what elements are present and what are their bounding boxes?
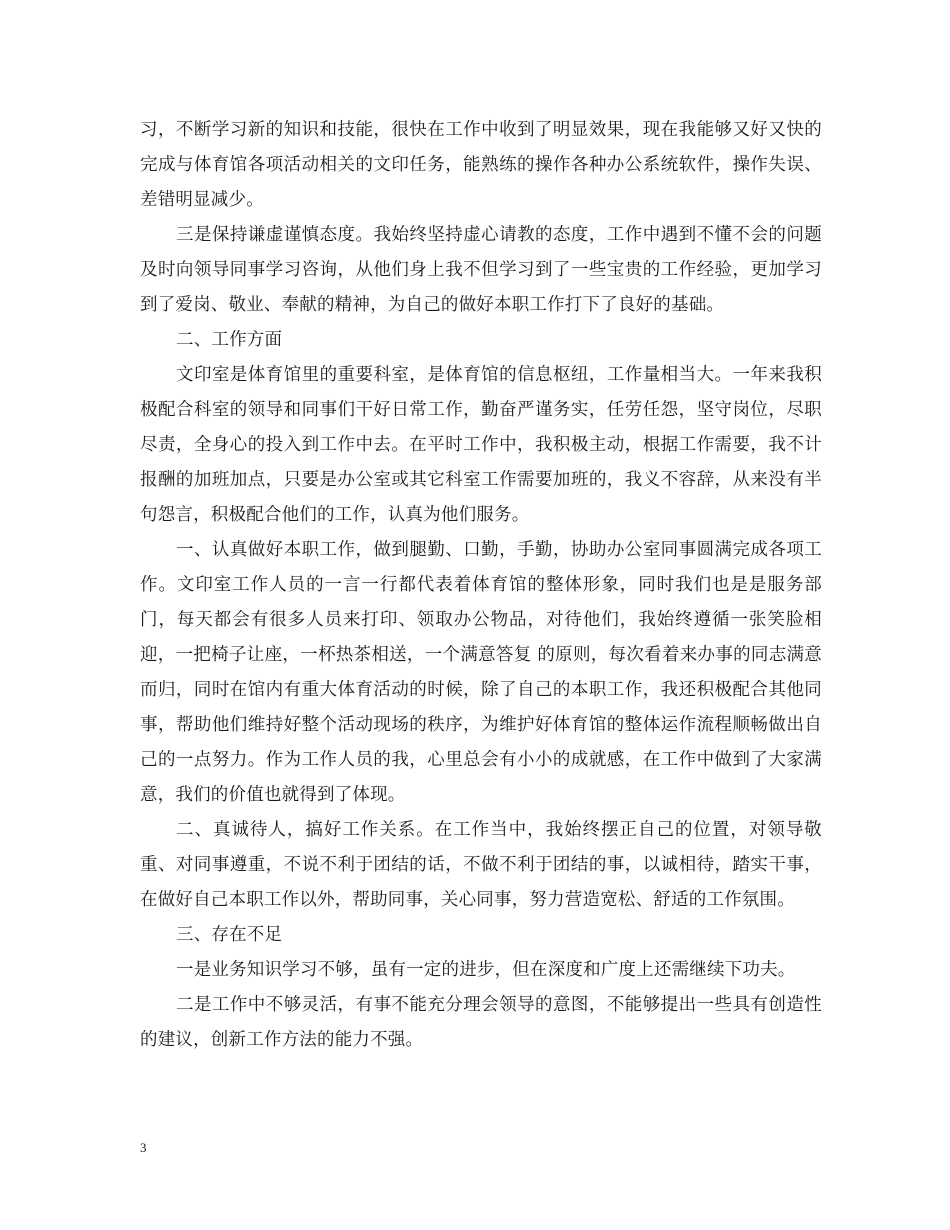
document-body — [140, 113, 822, 1058]
section-heading: 二、工作方面 — [176, 330, 283, 350]
section-heading: 三、存在不足 — [176, 925, 283, 945]
paragraph: 二、真诚待人，搞好工作关系。在工作当中，我始终摆正自己的位置，对领导敬重、对同事遵重，不说不利于团结的话，不做不利于团结的事，以诚相待，踏实干事，在做好自己本职工作以外，帮助同事，关心同事，努力营造宽松、舒适的工作氛围。 — [140, 820, 822, 910]
paragraph: 二是工作中不够灵活，有事不能充分理会领导的意图，不能够提出一些具有创造性的建议，创新工作方法的能力不强。 — [140, 995, 822, 1050]
paragraph: 习，不断学习新的知识和技能，很快在工作中收到了明显效果，现在我能够又好又快的完成与体育馆各项活动相关的文印任务，能熟练的操作各种办公系统软件，操作失误、差错明显减少。 — [140, 120, 822, 210]
paragraph: 三是保持谦虚谨慎态度。我始终坚持虚心请教的态度，工作中遇到不懂不会的问题及时向领导同事学习咨询，从他们身上我不但学习到了一些宝贵的工作经验，更加学习到了爱岗、敬业、奉献的精神，为自己的做好本职工作打下了良好的基础。 — [140, 225, 822, 315]
paragraph: 一、认真做好本职工作，做到腿勤、口勤，手勤，协助办公室同事圆满完成各项工作。文印室工作人员的一言一行都代表着体育馆的整体形象，同时我们也是是服务部门，每天都会有很多人员来打印、领取办公物品，对待他们，我始终遵循一张笑脸相迎，一把椅子让座，一杯热茶相送，一个满意答复 的原则，每次看着来办事的同志满意而归，同时在馆内有重大体育活动的时候，除了自己的本职工作，我还积极配合其他同事，帮助他们维持好整个活动现场的秩序，为维护好体育馆的整体运作流程顺畅做出自己的一点努力。作为工作人员的我，心里总会有小小的成就感，在工作中做到了大家满意，我们的价值也就得到了体现。 — [140, 540, 822, 805]
paragraph: 文印室是体育馆里的重要科室，是体育馆的信息枢纽，工作量相当大。一年来我积极配合科室的领导和同事们干好日常工作，勤奋严谨务实，任劳任怨，坚守岗位，尽职尽责，全身心的投入到工作中去。在平时工作中，我积极主动，根据工作需要，我不计报酬的加班加点，只要是办公室或其它科室工作需要加班的，我义不容辞，从来没有半句怨言，积极配合他们的工作，认真为他们服务。 — [140, 365, 822, 525]
paragraph: 一是业务知识学习不够，虽有一定的进步，但在深度和广度上还需继续下功夫。 — [176, 960, 796, 980]
page-number: 3 — [140, 1140, 147, 1155]
